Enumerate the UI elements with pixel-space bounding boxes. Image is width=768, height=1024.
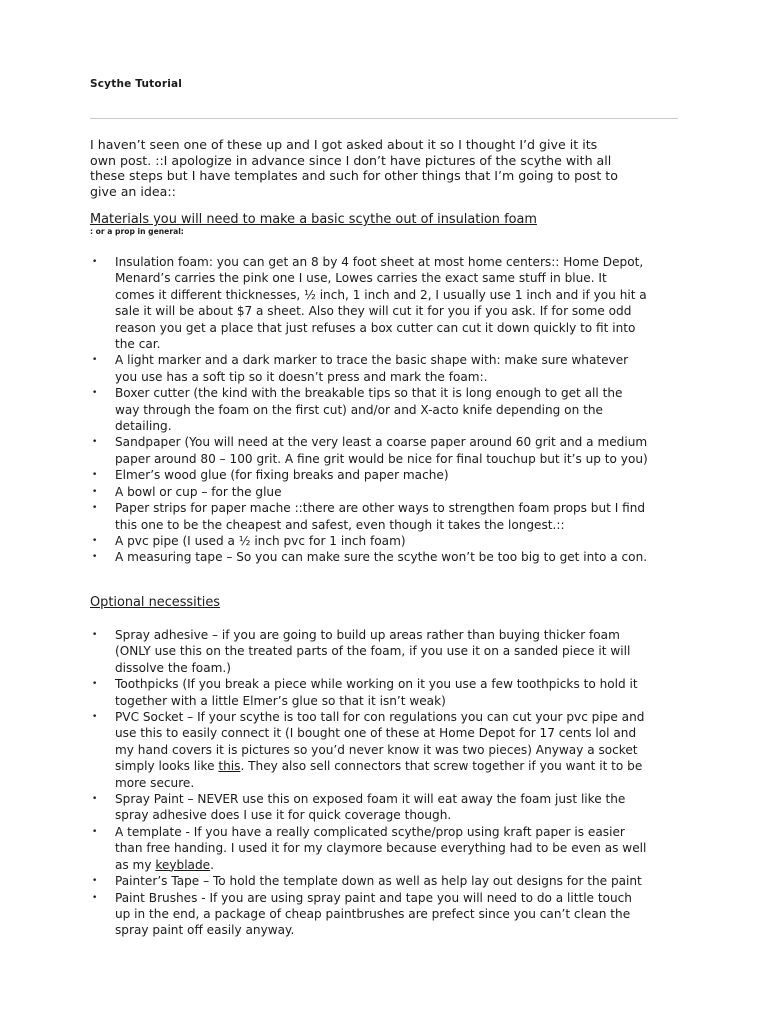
- bullet-icon: •: [92, 876, 98, 887]
- list-item: [90, 434, 690, 467]
- list-item: [90, 627, 690, 676]
- list-item: [90, 385, 690, 434]
- bullet-icon: •: [92, 355, 98, 366]
- intro-line: these steps but I have templates and such for other things that I’m going to post to: [90, 168, 618, 183]
- bullet-icon: •: [92, 503, 98, 514]
- list-item-line: comes it different thicknesses, ½ inch, 1 inch and 2, I usually use 1 inch and if you hit a: [115, 287, 647, 302]
- list-item-line: my hand covers it is pictures so you’d never know it was two pieces) Anyway a socket: [115, 742, 638, 757]
- list-item-line: spray paint off easily anyway.: [115, 923, 295, 938]
- list-item-line: than free handing. I used it for my claymore because everything had to be even as well: [115, 841, 647, 856]
- materials-heading: Materials you will need to make a basic scythe out of insulation foam: [90, 212, 537, 227]
- text-fragment: simply looks like: [115, 759, 219, 774]
- document-title: Scythe Tutorial: [90, 78, 183, 90]
- list-item-line: Paint Brushes - If you are using spray paint and tape you will need to do a little touch: [115, 890, 632, 905]
- list-item-line: Toothpicks (If you break a piece while working on it you use a few toothpicks to hold it: [115, 677, 638, 692]
- text-fragment: as my: [115, 857, 156, 872]
- bullet-icon: •: [92, 388, 98, 399]
- list-item-line: A pvc pipe (I used a ½ inch pvc for 1 inch foam): [115, 533, 406, 548]
- list-item-line: Painter’s Tape – To hold the template down as well as help lay out designs for the paint: [115, 874, 642, 889]
- bullet-icon: •: [92, 679, 98, 690]
- this-link[interactable]: this: [218, 759, 241, 774]
- list-item-line: Paper strips for paper mache ::there are other ways to strengthen foam props but I find: [115, 501, 646, 516]
- list-item-line: Insulation foam: you can get an 8 by 4 foot sheet at most home centers:: Home Depot,: [115, 255, 644, 269]
- list-item-line: detailing.: [115, 419, 172, 434]
- list-item-line: PVC Socket – If your scythe is too tall for con regulations you can cut your pvc pipe and: [115, 710, 645, 725]
- text-fragment: .: [210, 857, 214, 872]
- list-item: [90, 549, 690, 565]
- list-item-line: Sandpaper (You will need at the very least a coarse paper around 60 grit and a medium: [115, 435, 648, 450]
- list-item-line: this one to be the cheapest and safest, even though it takes the longest.::: [115, 517, 565, 532]
- divider: [90, 118, 678, 119]
- list-item-line: the car.: [115, 337, 161, 352]
- list-item: [90, 352, 690, 385]
- intro-line: give an idea::: [90, 183, 176, 199]
- materials-list: [90, 254, 690, 566]
- list-item-line: spray adhesive does I use it for quick coverage though.: [115, 808, 452, 823]
- optional-heading: Optional necessities: [90, 595, 221, 610]
- list-item-line: (ONLY use this on the treated parts of the foam, if you use it on a sanded piece it will: [115, 644, 631, 659]
- list-item: [90, 467, 690, 483]
- bullet-icon: •: [92, 552, 98, 563]
- list-item-line: A measuring tape – So you can make sure the scythe won’t be too big to get into a con.: [115, 550, 648, 565]
- intro-line: own post. ::I apologize in advance since I don’t have pictures of the scythe with all: [90, 152, 612, 168]
- bullet-icon: •: [92, 535, 98, 546]
- list-item-line: sale it will be about $7 a sheet. Also they will cut it for you if you ask. If for some odd: [115, 304, 632, 319]
- list-item-line: A light marker and a dark marker to trace the basic shape with: make sure whatever: [115, 353, 629, 368]
- bullet-icon: •: [92, 257, 98, 267]
- bullet-icon: •: [92, 794, 98, 805]
- keyblade-link[interactable]: keyblade: [155, 857, 211, 872]
- list-item-line: more secure.: [115, 775, 195, 790]
- bullet-icon: •: [92, 630, 98, 640]
- list-item-line: Spray Paint – NEVER use this on exposed foam it will eat away the foam just like the: [115, 792, 626, 807]
- list-item: [90, 873, 690, 889]
- bullet-icon: •: [92, 437, 98, 448]
- list-item-line: Spray adhesive – if you are going to build up areas rather than buying thicker foam: [115, 628, 620, 642]
- list-item: [90, 824, 690, 873]
- list-item-line: A template - If you have a really complicated scythe/prop using kraft paper is easier: [115, 824, 625, 839]
- list-item: [90, 791, 690, 824]
- list-item-line: [115, 857, 690, 873]
- list-item: [90, 890, 690, 939]
- list-item: [90, 709, 690, 791]
- list-item-line: [115, 758, 690, 774]
- optional-list: [90, 627, 690, 939]
- intro-line: I haven’t seen one of these up and I got asked about it so I thought I’d give it its: [90, 137, 598, 152]
- list-item-line: dissolve the foam.): [115, 660, 231, 675]
- list-item-line: together with a little Elmer’s glue so that it isn’t weak): [115, 693, 446, 708]
- materials-subheading: : or a prop in general:: [90, 227, 184, 236]
- list-item-line: Boxer cutter (the kind with the breakable tips so that it is long enough to get all the: [115, 386, 623, 401]
- bullet-icon: •: [92, 486, 98, 497]
- intro-paragraph: [90, 137, 680, 199]
- list-item-line: way through the foam on the first cut) and/or and X-acto knife depending on the: [115, 402, 603, 417]
- list-item: [90, 533, 690, 549]
- list-item: [90, 676, 690, 709]
- bullet-icon: •: [92, 892, 98, 903]
- list-item: [90, 500, 690, 533]
- bullet-icon: •: [92, 826, 98, 837]
- bullet-icon: •: [92, 470, 98, 481]
- list-item: [90, 484, 690, 500]
- list-item-line: reason you get a place that just refuses a box cutter can cut it down quickly to fit into: [115, 320, 636, 335]
- list-item-line: use this to easily connect it (I bought one of these at Home Depot for 17 cents lol and: [115, 726, 637, 741]
- text-fragment: . They also sell connectors that screw together if you want it to be: [240, 759, 643, 774]
- list-item-line: A bowl or cup – for the glue: [115, 484, 282, 499]
- list-item-line: Menard’s carries the pink one I use, Lowes carries the exact same stuff in blue. It: [115, 271, 607, 286]
- list-item-line: you use has a soft tip so it doesn’t press and mark the foam:.: [115, 369, 488, 384]
- bullet-icon: •: [92, 712, 98, 723]
- list-item-line: paper around 80 – 100 grit. A fine grit would be nice for final touchup but it’s up to you): [115, 451, 648, 466]
- list-item-line: Elmer’s wood glue (for fixing breaks and paper mache): [115, 468, 449, 483]
- list-item: [90, 254, 690, 352]
- list-item-line: up in the end, a package of cheap paintbrushes are prefect since you can’t clean the: [115, 906, 631, 921]
